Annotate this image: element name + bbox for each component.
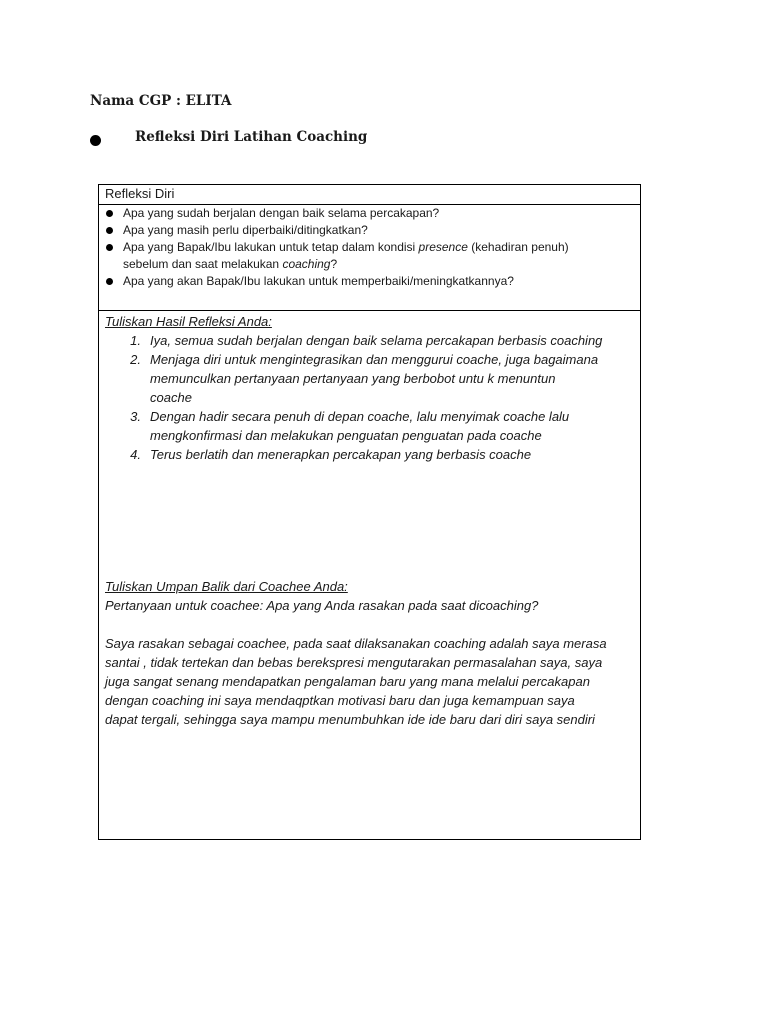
bullet-icon	[106, 210, 113, 217]
list-item-text: coache	[150, 390, 192, 405]
list-number: 2.	[130, 352, 141, 367]
reflection-table	[98, 184, 641, 840]
bullet-icon	[106, 278, 113, 285]
list-item-text: Iya, semua sudah berjalan dengan baik selama percakapan berbasis coaching	[150, 333, 603, 348]
section-heading	[90, 129, 490, 149]
list-item-text: Dengan hadir secara penuh di depan coache, lalu menyimak coache lalu	[150, 409, 570, 424]
table-header: Refleksi Diri	[105, 186, 175, 201]
bullet-icon	[90, 135, 101, 146]
guiding-questions	[99, 205, 640, 311]
list-number: 3.	[130, 409, 141, 424]
table-header-row	[99, 185, 640, 205]
feedback-answer-line: dapat tergali, sehingga saya mampu menumbuhkan ide ide baru dari diri saya sendiri	[105, 712, 595, 727]
feedback-answer-line: juga sangat senang mendapatkan pengalaman baru yang mana melalui percakapan	[105, 674, 590, 689]
list-item-text: Menjaga diri untuk mengintegrasikan dan menggurui coache, juga bagaimana	[150, 352, 599, 367]
feedback-answer-line: Saya rasakan sebagai coachee, pada saat dilaksanakan coaching adalah saya merasa	[105, 636, 607, 651]
reflection-heading: Tuliskan Hasil Refleksi Anda:	[105, 314, 272, 329]
question-text: Apa yang akan Bapak/Ibu lakukan untuk memperbaiki/meningkatkannya?	[123, 274, 514, 288]
answer-section	[99, 311, 640, 839]
feedback-answer-line: dengan coaching ini saya mendaqptkan motivasi baru dan juga kemampuan saya	[105, 693, 575, 708]
section-title: Refleksi Diri Latihan Coaching	[135, 129, 368, 145]
bullet-icon	[106, 227, 113, 234]
cgp-name-line: Nama CGP : ELITA	[90, 93, 232, 109]
list-item-text: memunculkan pertanyaan pertanyaan yang berbobot untu k menuntun	[150, 371, 556, 386]
feedback-question: Pertanyaan untuk coachee: Apa yang Anda rasakan pada saat dicoaching?	[105, 598, 539, 613]
feedback-heading: Tuliskan Umpan Balik dari Coachee Anda:	[105, 579, 348, 594]
question-item	[99, 239, 632, 273]
list-number: 1.	[130, 333, 141, 348]
list-number: 4.	[130, 447, 141, 462]
list-item-text: Terus berlatih dan menerapkan percakapan yang berbasis coache	[150, 447, 532, 462]
feedback-answer-line: santai , tidak tertekan dan bebas berekspresi mengutarakan permasalahan saya, saya	[105, 655, 603, 670]
question-text-continued: sebelum dan saat melakukan coaching?	[123, 257, 338, 271]
question-text: Apa yang sudah berjalan dengan baik selama percakapan?	[123, 206, 440, 220]
bullet-icon	[106, 244, 113, 251]
question-text: Apa yang Bapak/Ibu lakukan untuk tetap dalam kondisi presence (kehadiran penuh)	[123, 240, 569, 254]
question-text: Apa yang masih perlu diperbaiki/ditingkatkan?	[123, 223, 368, 237]
list-item-text: mengkonfirmasi dan melakukan penguatan penguatan pada coache	[150, 428, 542, 443]
